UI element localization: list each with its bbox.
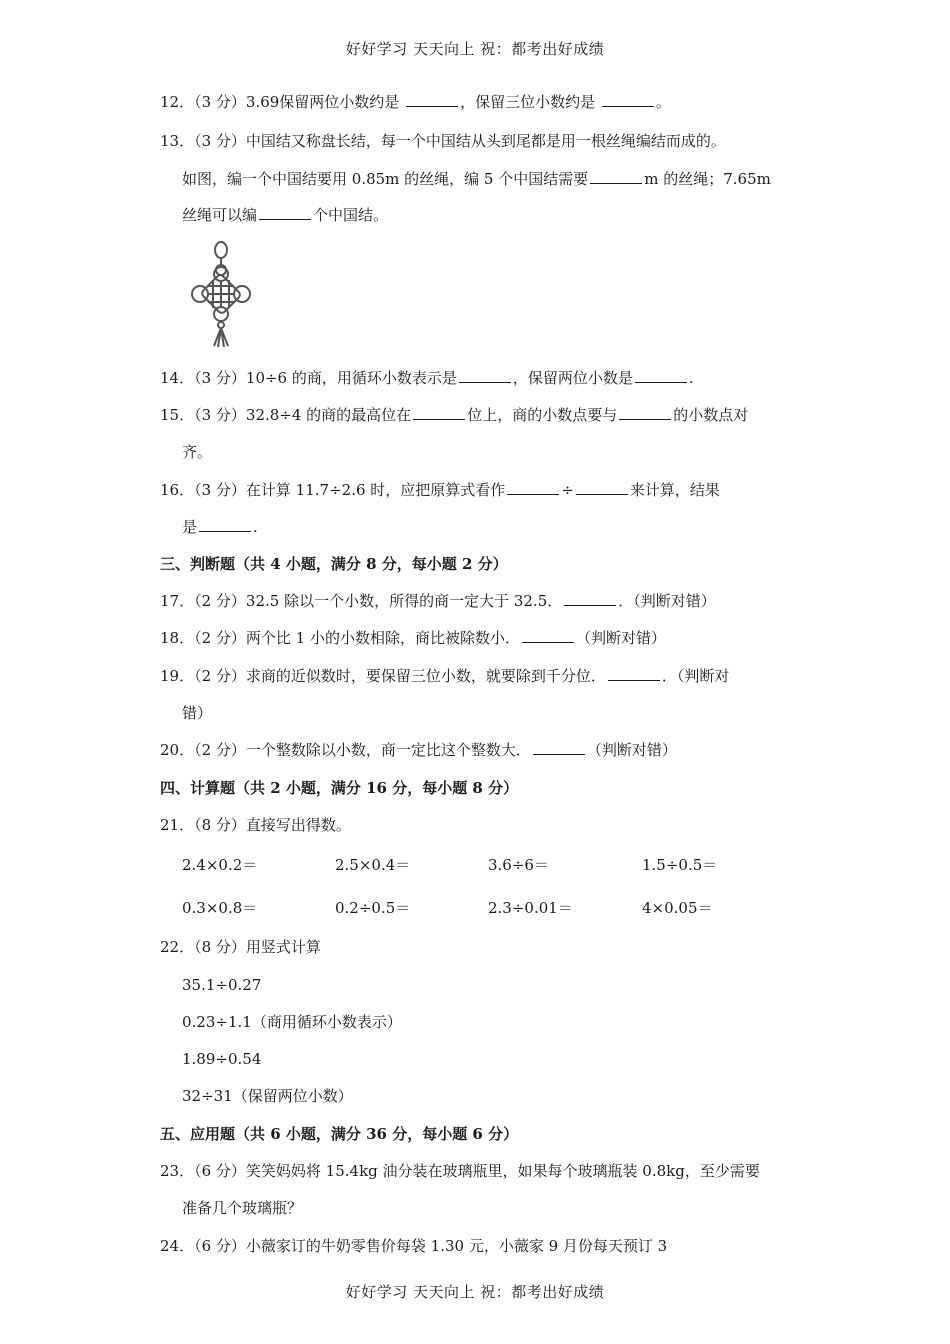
q20-text-a: 20．（2 分）一个整数除以小数，商一定比这个整数大． xyxy=(160,741,531,759)
q19-text-a: 19．（2 分）求商的近似数时，要保留三位小数，就要除到千分位． xyxy=(160,667,606,685)
q13-text-c: 丝绳可以编 xyxy=(182,206,258,224)
section-5-title: 五、应用题（共 6 小题，满分 36 分，每小题 6 分） xyxy=(160,1125,519,1143)
calc-item: 0.3×0.8＝ xyxy=(182,899,258,917)
q16-blank-3 xyxy=(199,517,251,532)
q15-text-b: 位上，商的小数点要与 xyxy=(467,406,618,424)
calc-item: 2.3÷0.01＝ xyxy=(488,899,573,917)
q14-blank-1 xyxy=(459,368,511,383)
calc-item: 2.4×0.2＝ xyxy=(182,856,258,874)
q14-text-b: ，保留两位小数是 xyxy=(512,369,633,387)
q16-text-d: 是 xyxy=(182,518,198,536)
q12-text-c: 。 xyxy=(655,93,671,111)
page-header: 好好学习 天天向上 祝：都考出好成绩 xyxy=(345,40,605,58)
q20-blank xyxy=(533,740,585,755)
question-22-title: 22．（8 分）用竖式计算 xyxy=(160,938,321,956)
q16-text-b: ÷ xyxy=(561,481,574,499)
question-15-line-2: 齐。 xyxy=(182,443,213,461)
q18-text-b: （判断对错） xyxy=(575,629,666,647)
q13-text-d: 个中国结。 xyxy=(313,206,389,224)
question-19-line-2: 错） xyxy=(182,704,213,722)
q16-text-c: 来计算，结果 xyxy=(629,481,720,499)
section-3-title: 三、判断题（共 4 小题，满分 8 分，每小题 2 分） xyxy=(160,555,508,573)
question-18 xyxy=(160,628,666,648)
calc-item: 0.2÷0.5＝ xyxy=(335,899,411,917)
q14-text-a: 14．（3 分）10÷6 的商，用循环小数表示是 xyxy=(160,369,457,387)
page-footer: 好好学习 天天向上 祝：都考出好成绩 xyxy=(345,1283,605,1301)
q12-text-a: 12．（3 分）3.69保留两位小数约是 xyxy=(160,93,405,111)
q14-text-c: . xyxy=(688,369,694,387)
vertical-calc-item: 0.23÷1.1（商用循环小数表示） xyxy=(182,1013,402,1031)
q12-blank-2 xyxy=(602,92,654,107)
q13-text-a: 如图，编一个中国结要用 0.85m 的丝绳，编 5 个中国结需要 xyxy=(182,170,589,188)
vertical-calc-item: 32÷31（保留两位小数） xyxy=(182,1087,353,1105)
vertical-calc-item: 1.89÷0.54 xyxy=(182,1050,262,1068)
q13-blank-1 xyxy=(590,169,642,184)
chinese-knot-image xyxy=(178,240,264,348)
q16-blank-2 xyxy=(576,480,628,495)
calc-item: 2.5×0.4＝ xyxy=(335,856,411,874)
question-15 xyxy=(160,405,748,425)
q17-text-b: ．（判断对错） xyxy=(618,592,716,610)
calc-item: 4×0.05＝ xyxy=(642,899,713,917)
vertical-calc-item: 35.1÷0.27 xyxy=(182,976,262,994)
q18-blank xyxy=(522,628,574,643)
q15-blank-2 xyxy=(619,405,671,420)
q16-text-a: 16．（3 分）在计算 11.7÷2.6 时，应把原算式看作 xyxy=(160,481,506,499)
question-13-line-1: 13．（3 分）中国结又称盘长结，每一个中国结从头到尾都是用一根丝绳编结而成的。 xyxy=(160,132,726,150)
question-16 xyxy=(160,480,720,500)
q16-blank-1 xyxy=(507,480,559,495)
q15-blank-1 xyxy=(413,405,465,420)
q17-text-a: 17．（2 分）32.5 除以一个小数，所得的商一定大于 32.5． xyxy=(160,592,563,610)
question-21-title: 21．（8 分）直接写出得数。 xyxy=(160,816,351,834)
calc-item: 1.5÷0.5＝ xyxy=(642,856,718,874)
q15-text-c: 的小数点对 xyxy=(673,406,749,424)
question-12 xyxy=(160,92,671,112)
q16-text-e: . xyxy=(253,518,258,536)
question-17 xyxy=(160,591,716,611)
question-20 xyxy=(160,740,677,760)
q15-text-a: 15．（3 分）32.8÷4 的商的最高位在 xyxy=(160,406,412,424)
q19-blank xyxy=(608,666,660,681)
q12-blank-1 xyxy=(406,92,458,107)
question-13-line-2 xyxy=(182,169,771,189)
question-16-line-2 xyxy=(182,517,258,537)
q14-blank-2 xyxy=(635,368,687,383)
question-19 xyxy=(160,666,729,686)
question-14 xyxy=(160,368,694,388)
q13-blank-2 xyxy=(259,205,311,220)
question-13-line-3 xyxy=(182,205,388,225)
question-23-line-1: 23．（6 分）笑笑妈妈将 15.4kg 油分装在玻璃瓶里，如果每个玻璃瓶装 0.8kg，至少需要 xyxy=(160,1162,760,1180)
q13-text-b: m 的丝绳；7.65m xyxy=(644,170,771,188)
section-4-title: 四、计算题（共 2 小题，满分 16 分，每小题 8 分） xyxy=(160,779,519,797)
q12-text-b: ，保留三位小数约是 xyxy=(460,93,600,111)
q19-text-b: ．（判断对 xyxy=(661,667,730,685)
q18-text-a: 18．（2 分）两个比 1 小的小数相除，商比被除数小． xyxy=(160,629,520,647)
q17-blank xyxy=(564,591,616,606)
calc-item: 3.6÷6＝ xyxy=(488,856,549,874)
question-24-line-1: 24．（6 分）小薇家订的牛奶零售价每袋 1.30 元，小薇家 9 月份每天预订 3 xyxy=(160,1237,668,1255)
q20-text-b: （判断对错） xyxy=(586,741,677,759)
question-23-line-2: 准备几个玻璃瓶？ xyxy=(182,1199,303,1217)
